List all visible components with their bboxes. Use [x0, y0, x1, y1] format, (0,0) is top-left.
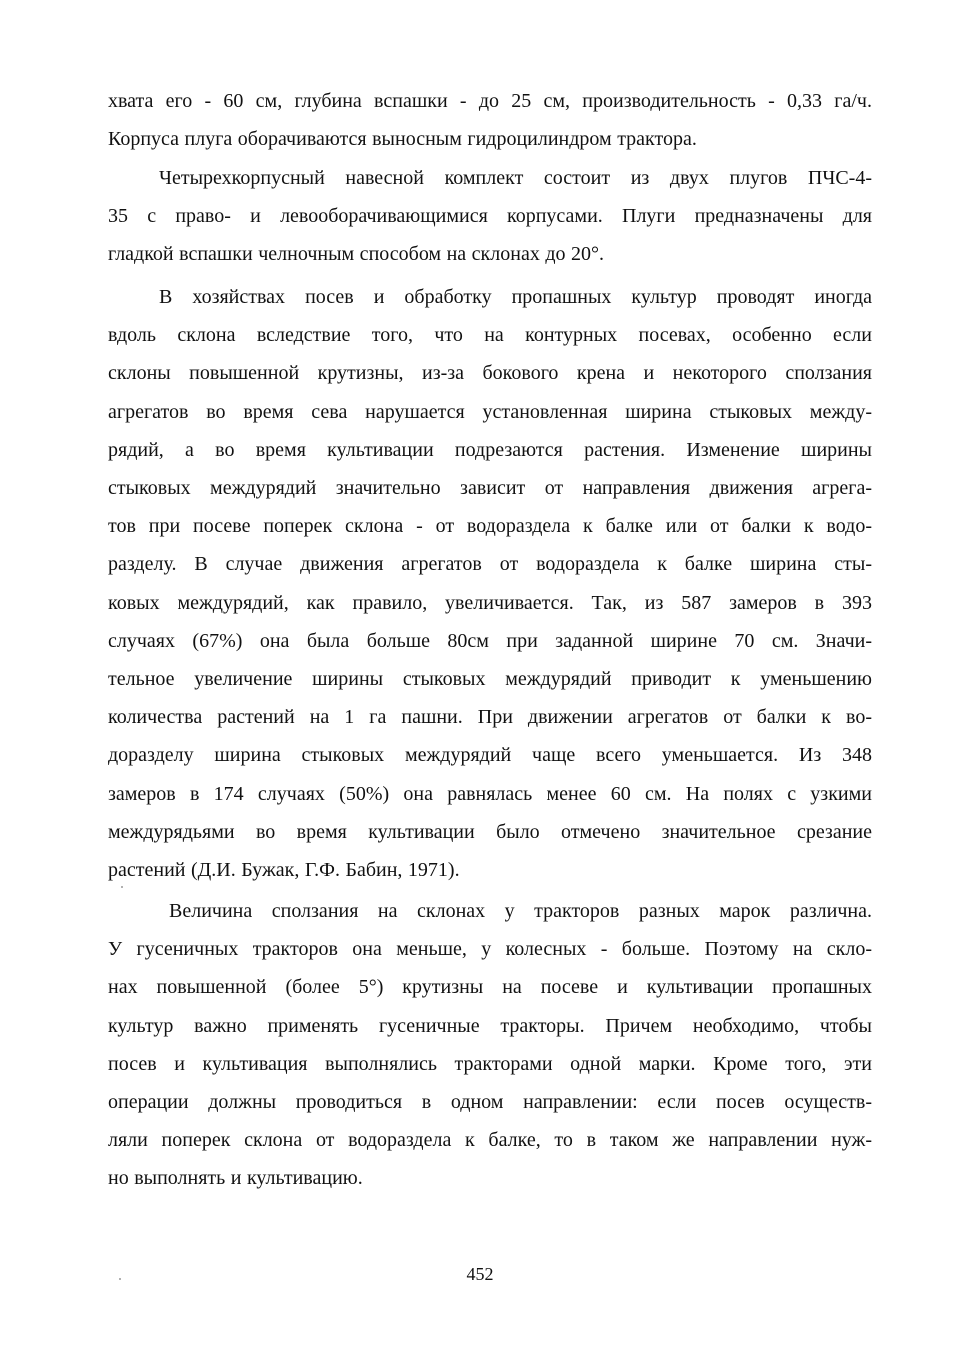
text-line: склоны повышенной крутизны, из-за бокового крена и некоторого сползания [108, 362, 872, 385]
text-line: 35 с право- и левооборачивающимися корпусами. Плуги предназначены для [108, 205, 872, 228]
text-line: доразделу ширина стыковых междурядий чаще всего уменьшается. Из 348 [108, 744, 872, 767]
text-line: тов при посеве поперек склона - от водораздела к балке или от балки к водо- [108, 515, 872, 538]
text-line: ковых междурядий, как правило, увеличивается. Так, из 587 замеров в 393 [108, 591, 872, 614]
text-line: замеров в 174 случаях (50%) она равнялась менее 60 см. На полях с узкими [108, 782, 872, 805]
text-line: культур важно применять гусеничные тракторы. Причем необходимо, чтобы [108, 1014, 872, 1037]
text-line: Корпуса плуга оборачиваются выносным гидроцилиндром трактора. [108, 128, 697, 151]
paragraph-row-spacing [108, 278, 872, 889]
text-line: междурядьями во время культивации было отмечено значительное срезание [108, 820, 872, 843]
text-line: Четырехкорпусный навесной комплект состоит из двух плугов ПЧС-4- [159, 167, 872, 189]
text-line: но выполнять и культивацию. [108, 1167, 363, 1190]
paragraph-tractor-slip [108, 892, 872, 1198]
text-line: случаях (67%) она была больше 80см при заданной ширине 70 см. Значи- [108, 629, 872, 652]
text-line: агрегатов во время сева нарушается установленная ширина стыковых между- [108, 400, 872, 423]
text-line: рядий, а во время культивации подрезаются растения. Изменение ширины [108, 438, 872, 461]
text-line: хвата его - 60 см, глубина вспашки - до 25 см, производительность - 0,33 га/ч. [108, 90, 872, 112]
page-number: 452 [466, 1264, 494, 1284]
text-line: стыковых междурядий значительно зависит от направления движения агрега- [108, 477, 872, 500]
text-line: Величина сползания на склонах у тракторов разных марок различна. [169, 900, 872, 922]
text-line: У гусеничных тракторов она меньше, у колесных - больше. Поэтому на скло- [108, 938, 872, 961]
paragraph-continuation [108, 82, 872, 158]
paragraph-plow-set [108, 159, 872, 274]
text-line: гладкой вспашки челночным способом на склонах до 20°. [108, 243, 604, 266]
text-line: посев и культивация выполнялись тракторами одной марки. Кроме того, эти [108, 1052, 872, 1075]
text-line: разделу. В случае движения агрегатов от водораздела к балке ширина сты- [108, 553, 872, 576]
text-line: операции должны проводиться в одном направлении: если посев осуществ- [108, 1091, 872, 1114]
text-line: количества растений на 1 га пашни. При движении агрегатов от балки к во- [108, 706, 872, 729]
text-line: вдоль склона вследствие того, что на контурных посевах, особенно если [108, 324, 872, 347]
scan-speck [119, 1278, 121, 1280]
text-line: В хозяйствах посев и обработку пропашных культур проводят иногда [159, 286, 872, 308]
scan-speck [121, 886, 123, 888]
text-line: нах повышенной (более 5°) крутизны на посеве и культивации пропашных [108, 976, 872, 999]
text-line: ляли поперек склона от водораздела к балке, то в таком же направлении нуж- [108, 1129, 872, 1152]
text-line: тельное увеличение ширины стыковых междурядий приводит к уменьшению [108, 668, 872, 691]
text-line: растений (Д.И. Бужак, Г.Ф. Бабин, 1971). [108, 859, 460, 882]
